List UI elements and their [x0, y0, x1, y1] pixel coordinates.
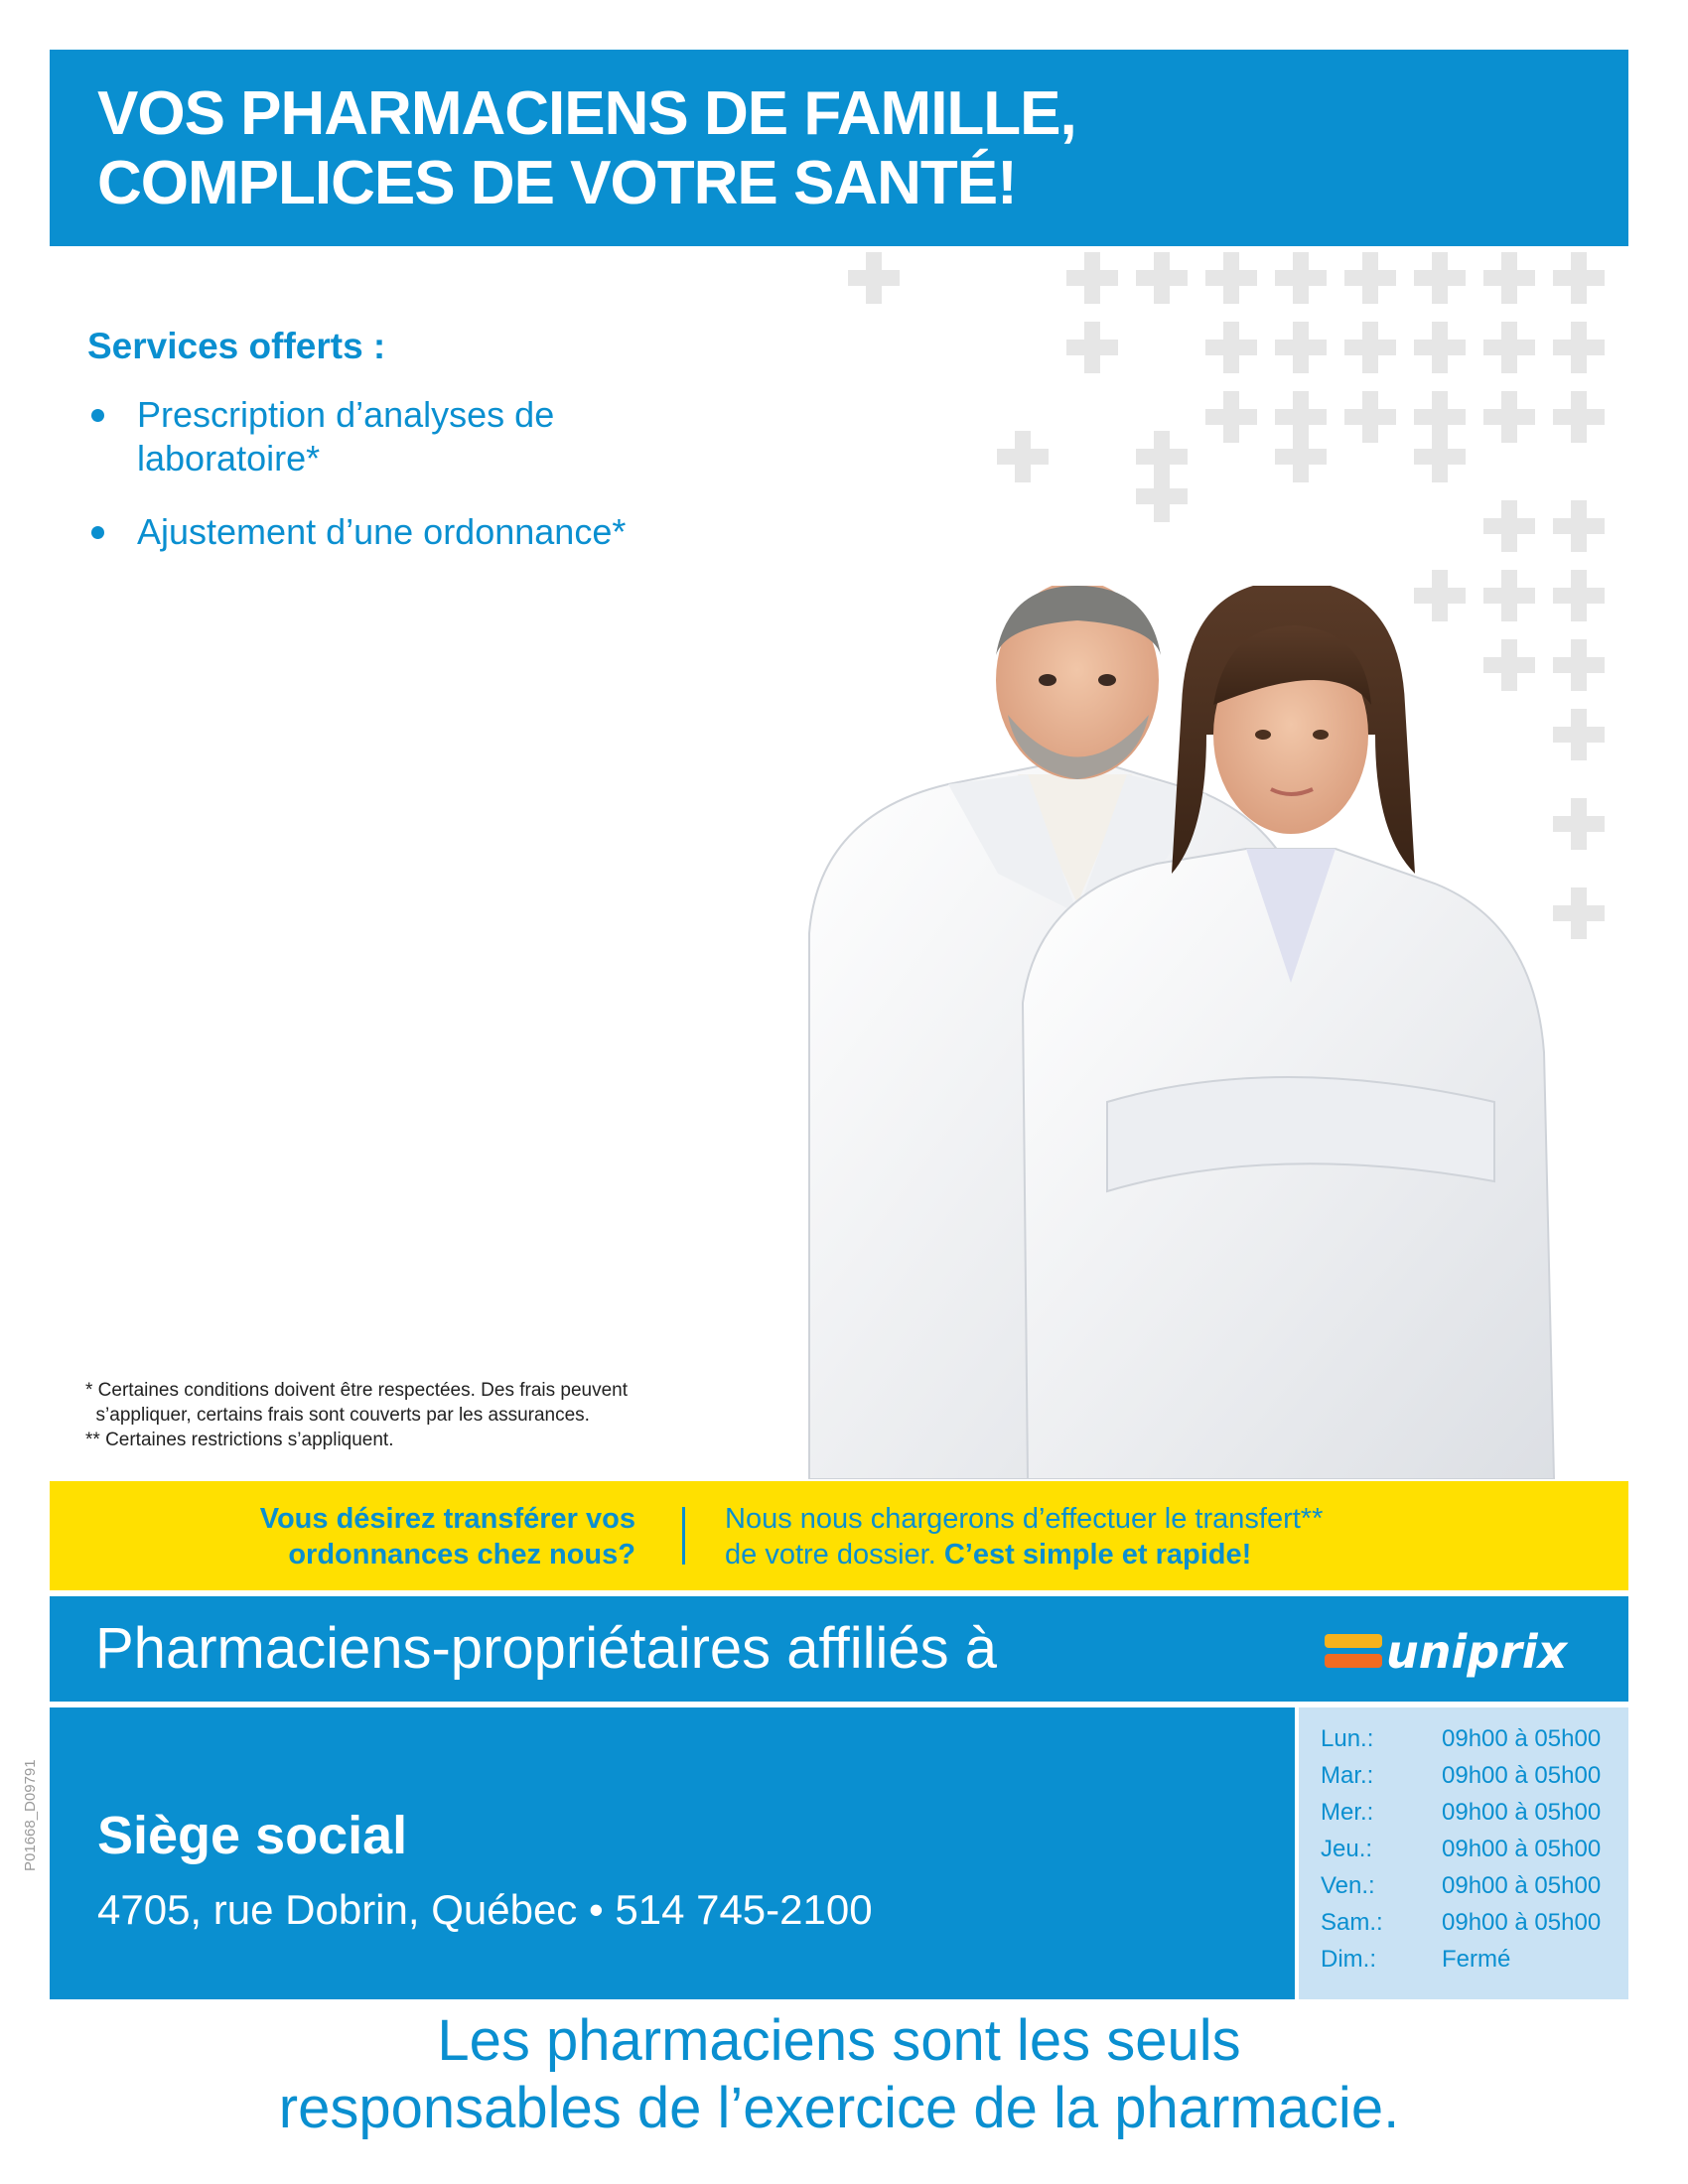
hours-day: Jeu.:: [1321, 1836, 1373, 1862]
service-text: Prescription d’analyses de: [137, 394, 555, 435]
document-code: P01668_D09791: [22, 1759, 39, 1871]
transfer-answer: [725, 1501, 1323, 1572]
office-name: Siège social: [97, 1806, 408, 1865]
plus-icon: [848, 252, 900, 304]
plus-icon: [1553, 252, 1605, 304]
transfer-banner: [50, 1481, 1628, 1590]
head-office-panel: [50, 1707, 1295, 1999]
plus-icon: [1553, 391, 1605, 443]
office-address: 4705, rue Dobrin, Québec • 514 745-2100: [97, 1886, 873, 1933]
service-text: laboratoire*: [137, 438, 321, 478]
divider: [682, 1507, 685, 1565]
plus-icon: [1066, 252, 1118, 304]
hours-day: Sam.:: [1321, 1909, 1383, 1936]
plus-icon: [1136, 471, 1188, 522]
services-list: [87, 393, 703, 584]
title-line-2: COMPLICES DE VOTRE SANTÉ!: [97, 149, 1017, 217]
transfer-question: [260, 1501, 635, 1572]
bullet-icon: [91, 526, 104, 539]
footnote-line: * Certaines conditions doivent être respectées. Des frais peuvent: [85, 1380, 629, 1401]
plus-icon: [1205, 322, 1257, 373]
hours-day: Dim.:: [1321, 1946, 1376, 1973]
hours-time: 09h00 à 05h00: [1442, 1909, 1602, 1936]
plus-icon: [1344, 391, 1396, 443]
plus-icon: [1205, 252, 1257, 304]
pharmacists-photo: [779, 586, 1584, 1479]
plus-icon: [1136, 252, 1188, 304]
plus-icon: [1414, 431, 1466, 482]
plus-icon: [1553, 322, 1605, 373]
plus-icon: [1344, 252, 1396, 304]
plus-icon: [1066, 322, 1118, 373]
hours-time: 09h00 à 05h00: [1442, 1725, 1602, 1752]
plus-icon: [1553, 500, 1605, 552]
title-line-1: VOS PHARMACIENS DE FAMILLE,: [97, 79, 1076, 148]
answer-line: [725, 1537, 1323, 1572]
list-item: [87, 393, 703, 480]
plus-icon: [1275, 252, 1327, 304]
answer-line: Nous nous chargerons d’effectuer le transfert**: [725, 1503, 1324, 1535]
footnotes: [85, 1378, 721, 1452]
plus-icon: [1483, 252, 1535, 304]
services-title: Services offerts :: [87, 326, 386, 366]
plus-icon: [1205, 391, 1257, 443]
plus-icon: [1483, 322, 1535, 373]
hours-time: 09h00 à 05h00: [1442, 1799, 1602, 1826]
hours-time: 09h00 à 05h00: [1442, 1872, 1602, 1899]
footnote-line: s’appliquer, certains frais sont couverts par les assurances.: [85, 1405, 590, 1426]
hours-day: Mer.:: [1321, 1799, 1374, 1826]
plus-icon: [1275, 322, 1327, 373]
bullet-icon: [91, 409, 104, 422]
answer-bold: C’est simple et rapide!: [943, 1539, 1252, 1570]
plus-icon: [1275, 431, 1327, 482]
page-title: [97, 79, 1076, 218]
plus-icon: [997, 431, 1049, 482]
plus-icon: [1414, 322, 1466, 373]
affiliation-banner: [50, 1596, 1628, 1702]
list-item: [87, 510, 703, 554]
plus-icon: [1414, 252, 1466, 304]
uniprix-logo: [1325, 1624, 1603, 1678]
plus-icon: [1344, 322, 1396, 373]
footnote-line: ** Certaines restrictions s’appliquent.: [85, 1430, 394, 1450]
tagline: [50, 2007, 1628, 2142]
answer-plain: de votre dossier.: [725, 1539, 944, 1570]
question-line: Vous désirez transférer vos: [259, 1503, 635, 1535]
plus-icon: [1483, 391, 1535, 443]
service-text: Ajustement d’une ordonnance*: [137, 511, 627, 552]
tagline-line: responsables de l’exercice de la pharmacie.: [278, 2076, 1400, 2140]
tagline-line: Les pharmaciens sont les seuls: [437, 2008, 1241, 2073]
header-banner: [50, 50, 1628, 246]
hours-day: Lun.:: [1321, 1725, 1374, 1752]
hours-day: Mar.:: [1321, 1762, 1374, 1789]
hours-day: Ven.:: [1321, 1872, 1375, 1899]
logo-text: uniprix: [1386, 1625, 1568, 1678]
opening-hours: [1299, 1707, 1628, 1999]
question-line: ordonnances chez nous?: [288, 1539, 635, 1570]
hours-time: 09h00 à 05h00: [1442, 1762, 1602, 1789]
hours-time: Fermé: [1442, 1946, 1511, 1973]
plus-icon: [1483, 500, 1535, 552]
hours-time: 09h00 à 05h00: [1442, 1836, 1602, 1862]
affiliation-text: Pharmaciens-propriétaires affiliés à: [95, 1616, 998, 1681]
